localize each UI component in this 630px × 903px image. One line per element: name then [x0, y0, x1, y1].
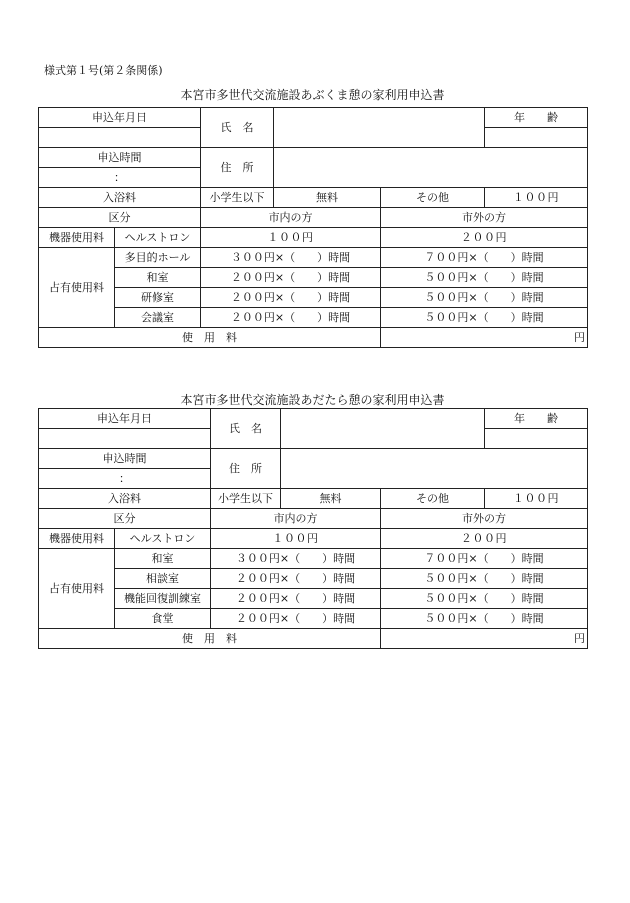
category-header: 区分 — [39, 509, 211, 529]
application-date-field[interactable] — [39, 128, 201, 148]
room-name: 機能回復訓練室 — [115, 589, 211, 609]
address-label: 住 所 — [211, 449, 281, 489]
name-field[interactable] — [274, 108, 485, 148]
application-date-field[interactable] — [39, 429, 211, 449]
application-time-label: 申込時間 — [39, 449, 211, 469]
room-name: 相談室 — [115, 569, 211, 589]
bath-fee-label: 入浴料 — [39, 188, 201, 208]
form-title-adatara: 本宮市多世代交流施設あだたら憩の家利用申込書 — [180, 393, 445, 407]
room-out-city-fee[interactable]: ５００円×（ ）時間 — [381, 569, 588, 589]
application-form-adatara — [38, 408, 588, 649]
application-form-abukuma — [38, 107, 588, 348]
room-in-city-fee[interactable]: ３００円×（ ）時間 — [201, 248, 381, 268]
room-out-city-fee[interactable]: ７００円×（ ）時間 — [381, 549, 588, 569]
usage-fee-label: 使 用 料 — [39, 328, 381, 348]
application-date-label: 申込年月日 — [39, 409, 211, 429]
other-fee: １００円 — [485, 489, 588, 509]
age-field[interactable] — [485, 128, 588, 148]
room-out-city-fee[interactable]: ５００円×（ ）時間 — [381, 288, 588, 308]
application-time-label: 申込時間 — [39, 148, 201, 168]
room-out-city-fee[interactable]: ７００円×（ ）時間 — [381, 248, 588, 268]
age-field[interactable] — [485, 429, 588, 449]
in-city-header: 市内の方 — [211, 509, 381, 529]
room-in-city-fee[interactable]: ２００円×（ ）時間 — [211, 569, 381, 589]
bath-fee-label: 入浴料 — [39, 489, 211, 509]
room-name: 研修室 — [115, 288, 201, 308]
room-name: 食堂 — [115, 609, 211, 629]
application-date-label: 申込年月日 — [39, 108, 201, 128]
form-title-abukuma: 本宮市多世代交流施設あぶくま憩の家利用申込書 — [180, 88, 445, 102]
room-in-city-fee[interactable]: ２００円×（ ）時間 — [201, 288, 381, 308]
child-fee: 無料 — [281, 489, 381, 509]
room-name: 会議室 — [115, 308, 201, 328]
name-label: 氏 名 — [211, 409, 281, 449]
room-name: 和室 — [115, 549, 211, 569]
equipment-in-city-fee: １００円 — [211, 529, 381, 549]
room-in-city-fee[interactable]: ２００円×（ ）時間 — [211, 589, 381, 609]
child-label: 小学生以下 — [201, 188, 274, 208]
room-name: 和室 — [115, 268, 201, 288]
equipment-fee-label: 機器使用料 — [39, 228, 115, 248]
room-in-city-fee[interactable]: ２００円×（ ）時間 — [201, 268, 381, 288]
name-label: 氏 名 — [201, 108, 274, 148]
application-time-field[interactable]: ： — [39, 168, 201, 188]
room-in-city-fee[interactable]: ３００円×（ ）時間 — [211, 549, 381, 569]
equipment-out-city-fee: ２００円 — [381, 228, 588, 248]
equipment-out-city-fee: ２００円 — [381, 529, 588, 549]
out-city-header: 市外の方 — [381, 208, 588, 228]
equipment-in-city-fee: １００円 — [201, 228, 381, 248]
application-time-field[interactable]: ： — [39, 469, 211, 489]
exclusive-fee-label: 占有使用料 — [39, 549, 115, 629]
other-label: その他 — [381, 188, 485, 208]
equipment-name: ヘルストロン — [115, 529, 211, 549]
usage-fee-label: 使 用 料 — [39, 629, 381, 649]
equipment-name: ヘルストロン — [115, 228, 201, 248]
child-fee: 無料 — [274, 188, 381, 208]
room-in-city-fee[interactable]: ２００円×（ ）時間 — [201, 308, 381, 328]
equipment-fee-label: 機器使用料 — [39, 529, 115, 549]
address-field[interactable] — [274, 148, 588, 188]
form-number-label: 様式第１号(第２条関係) — [44, 64, 163, 77]
out-city-header: 市外の方 — [381, 509, 588, 529]
other-fee: １００円 — [485, 188, 588, 208]
room-out-city-fee[interactable]: ５００円×（ ）時間 — [381, 268, 588, 288]
category-header: 区分 — [39, 208, 201, 228]
usage-fee-total-field[interactable]: 円 — [381, 629, 588, 649]
other-label: その他 — [381, 489, 485, 509]
age-label: 年 齢 — [485, 409, 588, 429]
child-label: 小学生以下 — [211, 489, 281, 509]
exclusive-fee-label: 占有使用料 — [39, 248, 115, 328]
room-name: 多目的ホール — [115, 248, 201, 268]
address-label: 住 所 — [201, 148, 274, 188]
name-field[interactable] — [281, 409, 485, 449]
room-in-city-fee[interactable]: ２００円×（ ）時間 — [211, 609, 381, 629]
room-out-city-fee[interactable]: ５００円×（ ）時間 — [381, 609, 588, 629]
age-label: 年 齢 — [485, 108, 588, 128]
address-field[interactable] — [281, 449, 588, 489]
usage-fee-total-field[interactable]: 円 — [381, 328, 588, 348]
room-out-city-fee[interactable]: ５００円×（ ）時間 — [381, 589, 588, 609]
room-out-city-fee[interactable]: ５００円×（ ）時間 — [381, 308, 588, 328]
in-city-header: 市内の方 — [201, 208, 381, 228]
